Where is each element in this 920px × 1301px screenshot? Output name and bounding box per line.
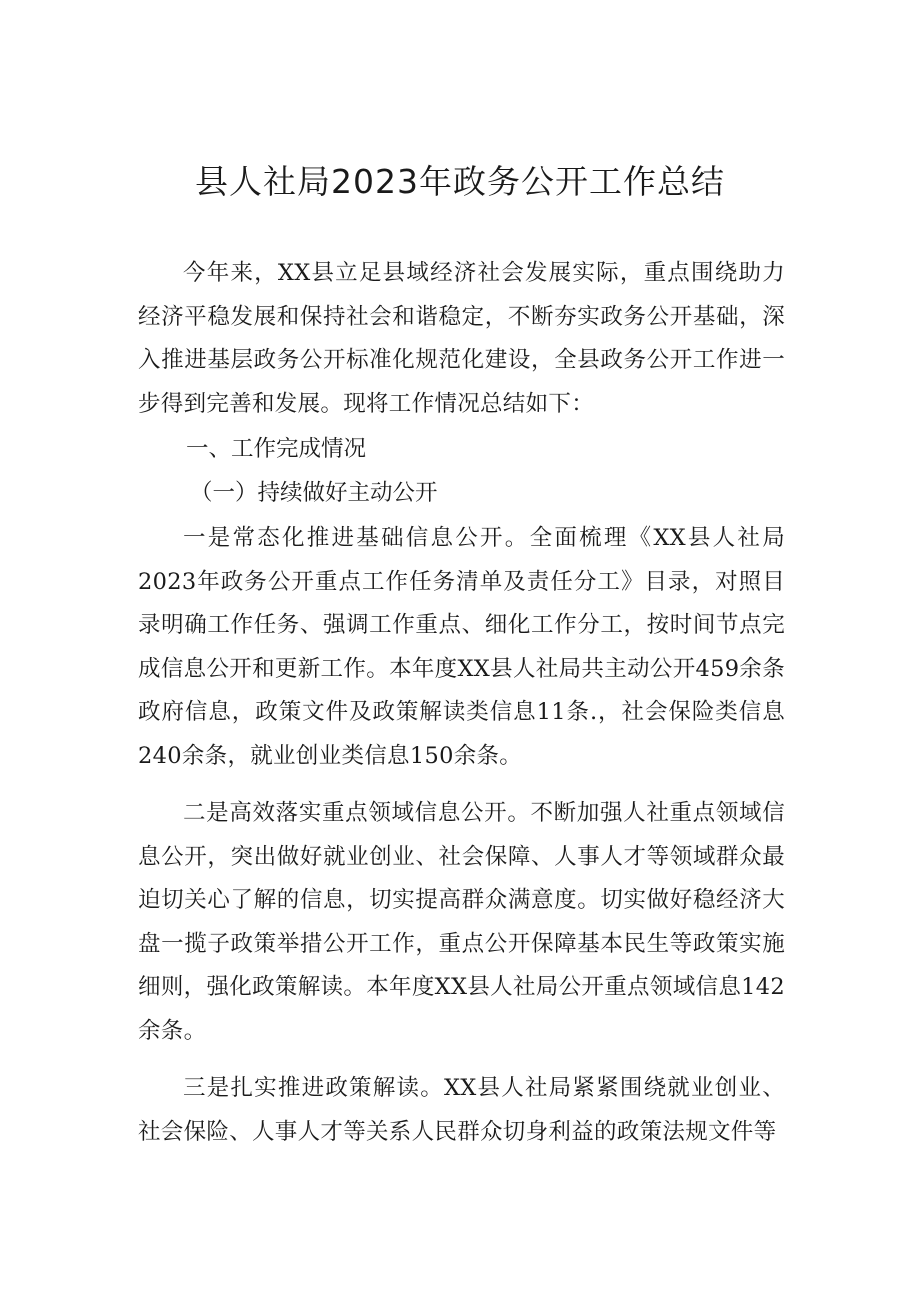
document-title: 县人社局2023年政务公开工作总结 xyxy=(195,162,725,201)
subsection-heading-active-disclosure: （一）持续做好主动公开 xyxy=(190,479,438,506)
paragraph-policy-interpretation: 三是扎实推进政策解读。XX县人社局紧紧围绕就业创业、社会保险、人事人才等关系人民群众切身利益的政策法规文件等 xyxy=(138,1075,785,1145)
section-heading-work-status: 一、工作完成情况 xyxy=(186,436,367,462)
paragraph-key-area-disclosure: 二是高效落实重点领域信息公开。不断加强人社重点领域信息公开，突出做好就业创业、社会保障、人事人才等领域群众最迫切关心了解的信息，切实提高群众满意度。切实做好稳经济大盘一揽子政策举措公开工作，重点公开保障基本民生等政策实施细则，强化政策解读。本年度XX县人社局公开重点领域信息142余条。 xyxy=(138,800,785,1044)
paragraph-basic-info-disclosure: 一是常态化推进基础信息公开。全面梳理《XX县人社局2023年政务公开重点工作任务清单及责任分工》目录，对照目录明确工作任务、强调工作重点、细化工作分工，按时间节点完成信息公开和更新工作。本年度XX县人社局共主动公开459余条政府信息，政策文件及政策解读类信息11条.，社会保险类信息240余条，就业创业类信息150余条。 xyxy=(138,525,785,769)
document-body xyxy=(138,252,785,1154)
intro-paragraph: 今年来，XX县立足县域经济社会发展实际，重点围绕助力经济平稳发展和保持社会和谐稳定，不断夯实政务公开基础，深入推进基层政务公开标准化规范化建设，全县政务公开工作进一步得到完善和发展。现将工作情况总结如下： xyxy=(138,260,785,417)
